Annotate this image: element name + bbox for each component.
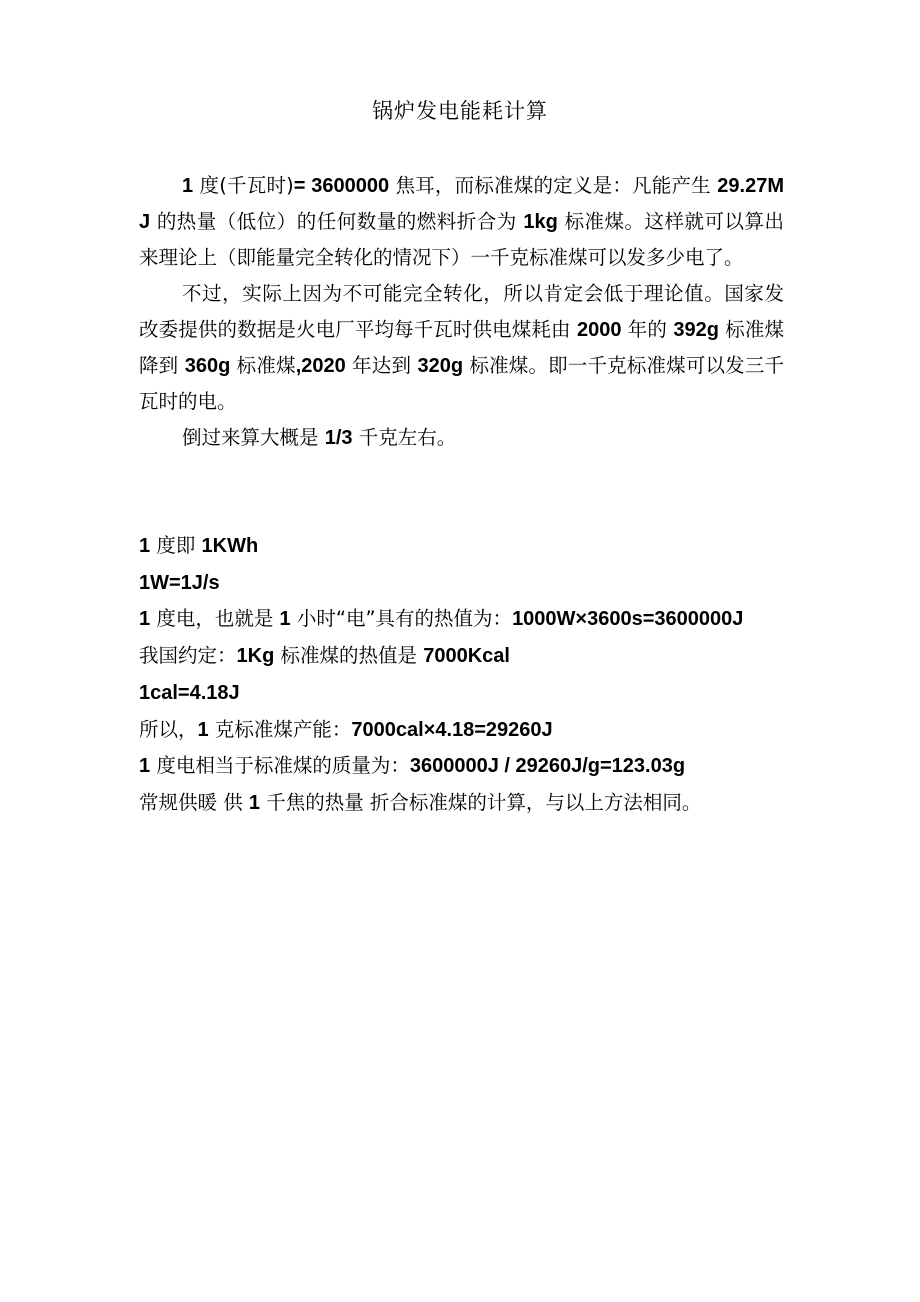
bold-text: 29.27MJ (139, 175, 784, 233)
text: 倒过来算大概是 (182, 426, 325, 449)
text: 年的 (621, 318, 674, 341)
text: 的热量（低位）的任何数量的燃料折合为 (150, 210, 524, 233)
calculation-section (139, 528, 799, 822)
text: 度(千瓦时) (193, 174, 294, 197)
bold-text: 392g (673, 319, 719, 341)
calc-line-heating-note (139, 785, 799, 822)
text: 度电，也就是 (150, 607, 280, 631)
bold-text: 1 (139, 535, 151, 557)
text: 标准煤。这样就可以算出来理论上（即能量完全转化的情况下）一千克标准煤可以发多少电了。 (139, 210, 785, 269)
text: 度即 (150, 534, 202, 557)
paragraph-actual-consumption (139, 276, 784, 420)
bold-text: 1kg (523, 211, 558, 233)
calc-line-calorie (139, 675, 799, 712)
bold-text: 1 (139, 755, 151, 778)
bold-text: 1 (182, 175, 194, 197)
text: 标准煤 (230, 354, 296, 377)
calc-line-coal-heat (139, 638, 799, 675)
text: 小时“电”具有的热值为： (290, 607, 513, 631)
calc-line-watt (139, 565, 799, 602)
calc-line-gram-energy (139, 712, 799, 749)
text: 焦耳，而标准煤的定义是：凡能产生 (389, 174, 718, 197)
intro-body (139, 168, 784, 456)
bold-text: ,2020 (295, 355, 346, 377)
bold-text: 1cal=4.18J (139, 681, 240, 704)
paragraph-inverse-estimate (139, 420, 784, 456)
bold-text: 1 (197, 718, 209, 741)
text: 年达到 (345, 354, 418, 377)
bold-text: 360g (184, 355, 231, 377)
bold-text: 1Kg (236, 645, 275, 668)
bold-text: = 3600000 (293, 175, 390, 197)
bold-text: 3600000J / 29260J/g=123.03g (409, 755, 686, 778)
bold-text: 1 (139, 608, 151, 631)
text: 克标准煤产能： (208, 717, 352, 741)
bold-text: 1W=1J/s (139, 571, 220, 594)
text: 标准煤的热值是 (274, 644, 424, 668)
text: 我国约定： (139, 644, 237, 668)
calc-line-kwh (139, 528, 799, 565)
text: 所以， (139, 717, 198, 741)
text: 千克左右。 (352, 426, 457, 449)
bold-text: 1 (279, 608, 291, 631)
text: 标准煤。即一千克标准煤可以发三千瓦时的电。 (139, 354, 784, 413)
bold-text: 7000cal×4.18=29260J (351, 718, 553, 741)
bold-text: 1/3 (324, 427, 353, 449)
text: 标准煤降到 (139, 318, 785, 377)
bold-text: 1000W×3600s=3600000J (512, 608, 744, 631)
calc-line-coal-mass (139, 748, 799, 785)
bold-text: 320g (417, 355, 464, 377)
bold-text: 7000Kcal (423, 645, 510, 668)
text: 千焦的热量 折合标准煤的计算，与以上方法相同。 (260, 790, 702, 814)
bold-text: 1 (248, 791, 261, 814)
paragraph-definition (139, 168, 784, 276)
bold-text: 2000 (576, 319, 622, 341)
text: 度电相当于标准煤的质量为： (150, 754, 410, 778)
calc-line-energy (139, 601, 799, 638)
text: 不过，实际上因为不可能完全转化，所以肯定会低于理论值。国家发改委提供的数据是火电厂平均每千瓦时供电煤耗由 (139, 282, 784, 341)
document-title: 锅炉发电能耗计算 (372, 99, 548, 123)
text: 常规供暖 供 (139, 790, 249, 814)
bold-text: 1KWh (201, 535, 259, 557)
